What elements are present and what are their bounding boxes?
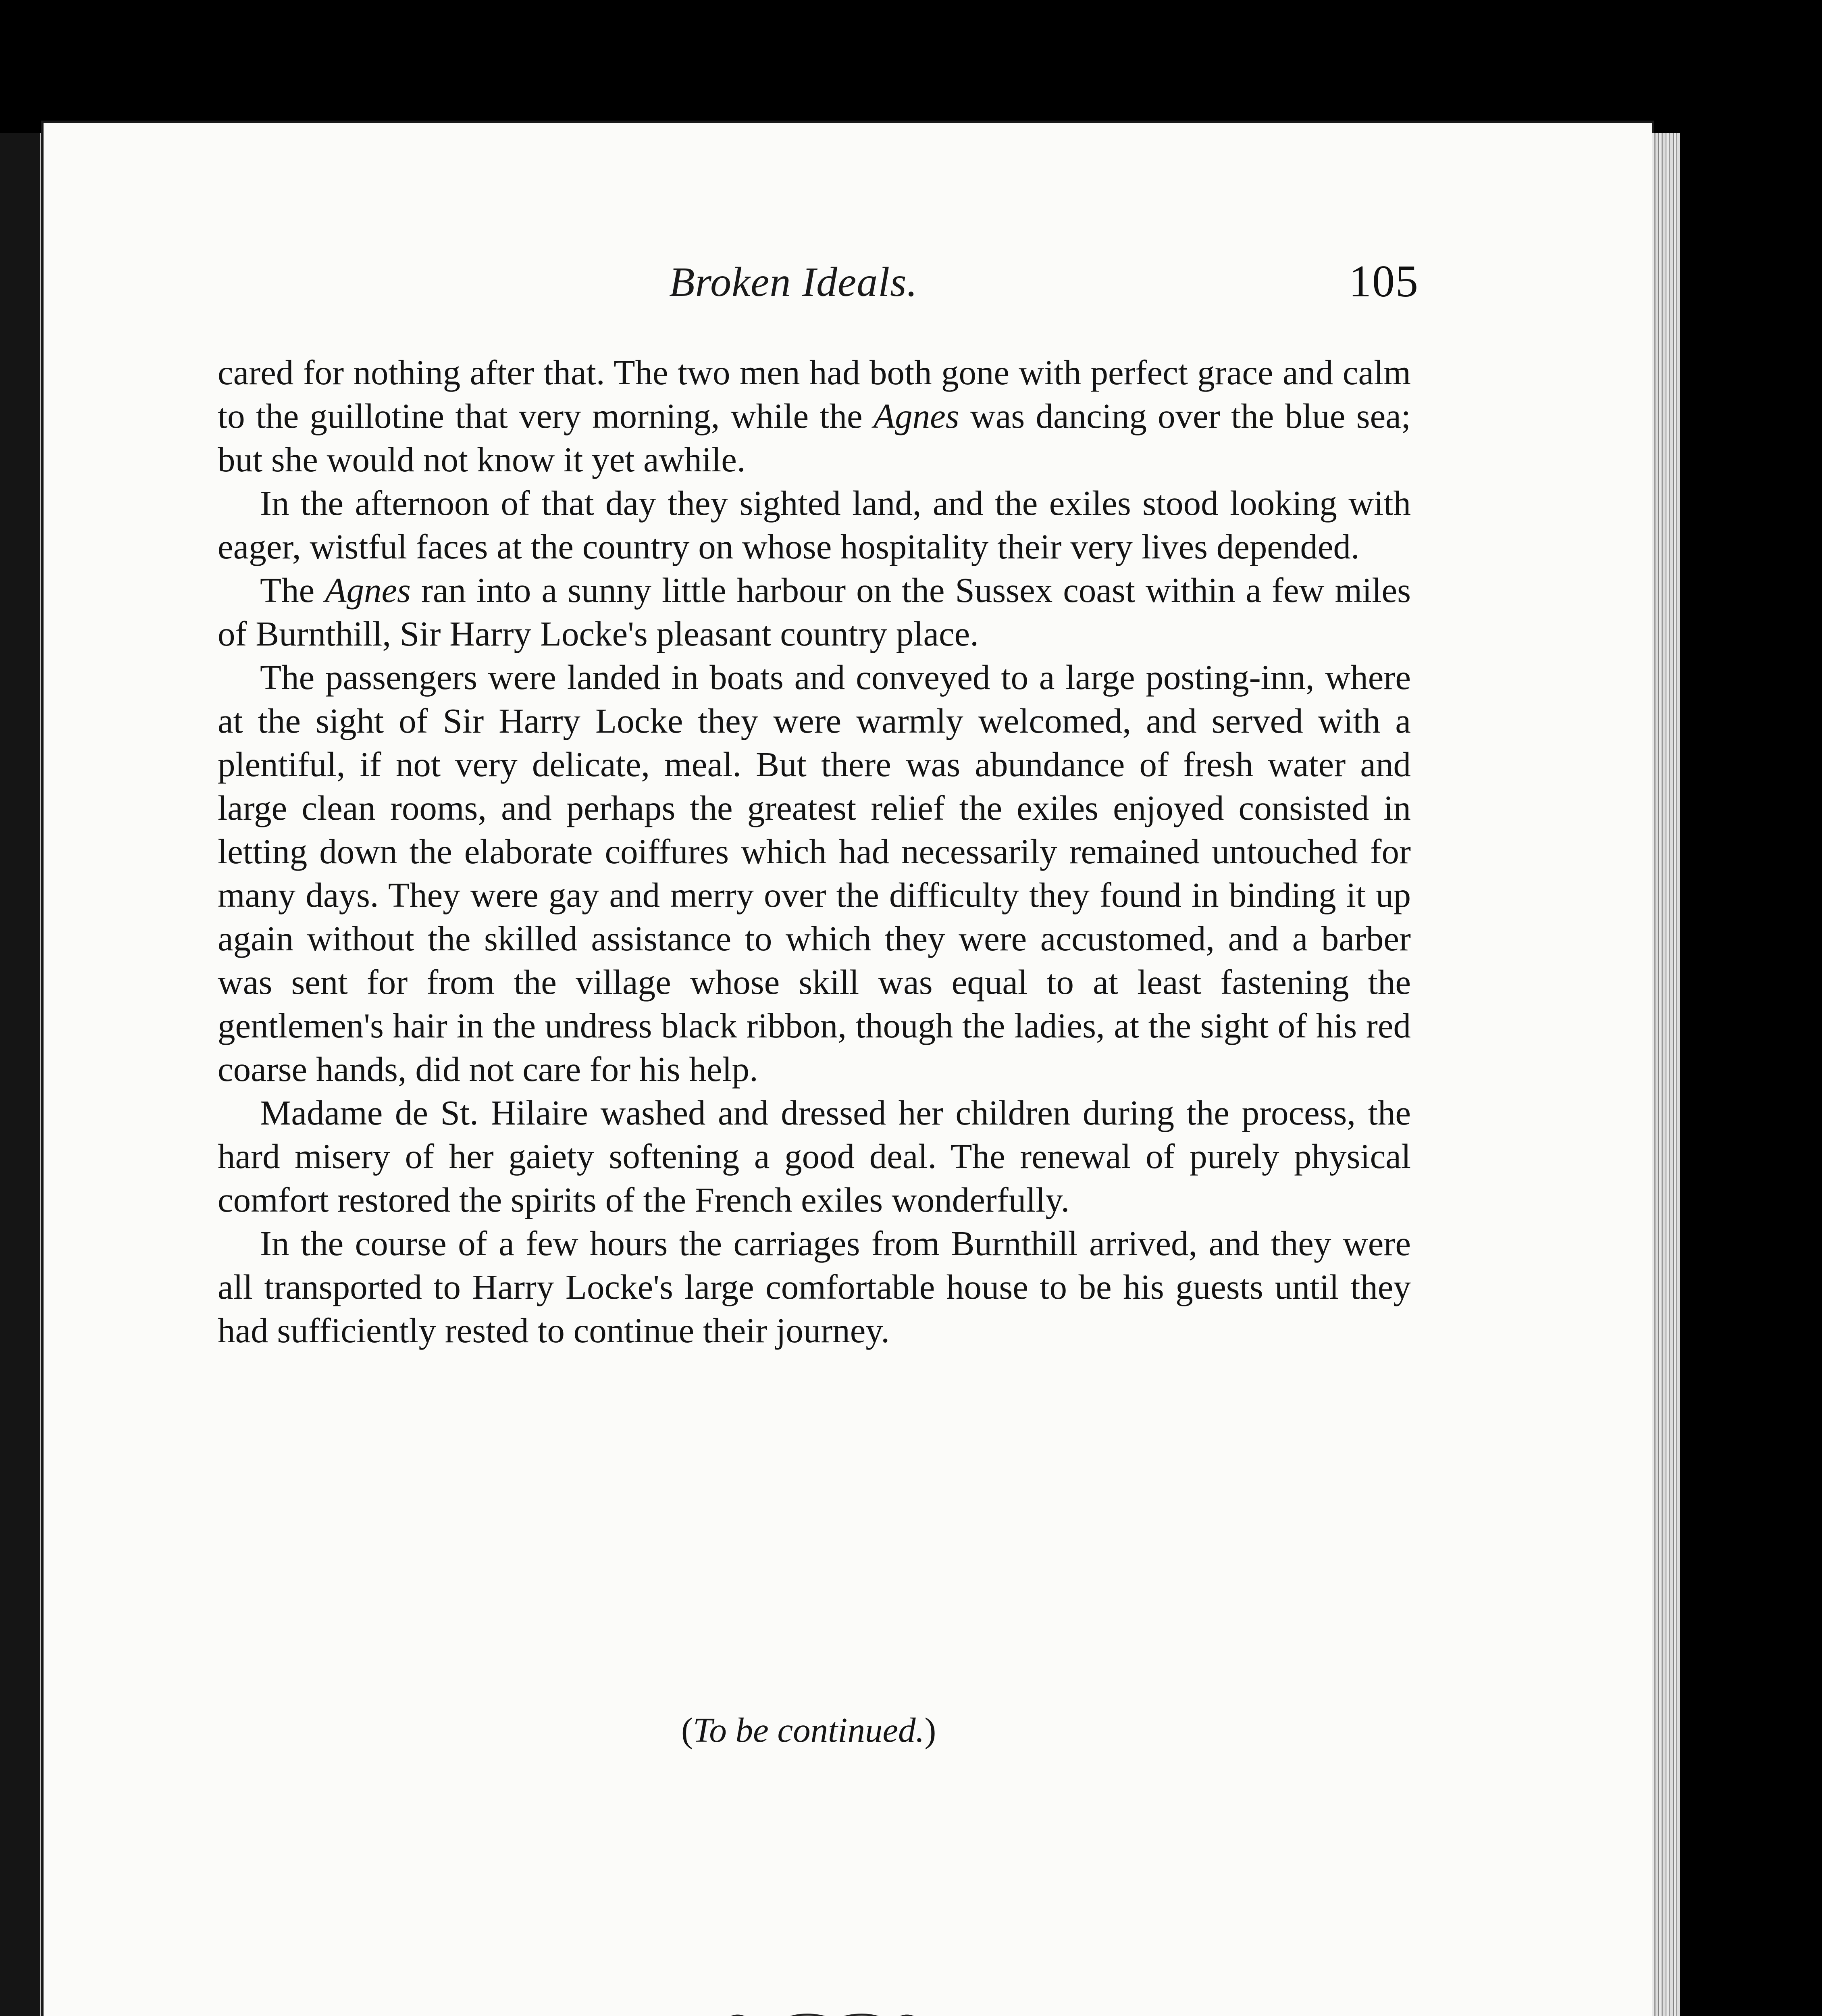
paragraph-text: In the course of a few hours the carriages from Burnthill arrived, and they were all transported to Harry Locke's large comfortable house to be his guests until they had sufficiently rested to continue their journey. [218, 1224, 1411, 1350]
scroll-ornament-icon [484, 2006, 1185, 2016]
running-title: Broken Ideals. [669, 259, 918, 305]
page-header [669, 258, 1419, 319]
paragraph [218, 351, 1411, 481]
continued-text: To be continued. [693, 1710, 925, 1749]
page-stack-edge [1652, 133, 1680, 2016]
ship-name: Agnes [873, 396, 959, 435]
paragraph-text: ran into a sunny little harbour on the Sussex coast within a few miles of Burnthill, Sir Harry Locke's pleasant country place. [218, 571, 1411, 653]
paragraph [218, 481, 1411, 569]
page-number: 105 [1349, 256, 1419, 306]
paragraph-text: The passengers were landed in boats and conveyed to a large posting-inn, where at the sight of Sir Harry Locke they were warmly welcomed, and served with a plentiful, if not very delicate, meal. But there was abundance of fresh water and large clean rooms, and perhaps the greatest relief the exiles enjoyed consisted in letting down the elaborate coiffures which had necessarily remained untouched for many days. They were gay and merry over the difficulty they found in binding it up again without the skilled assistance to which they were accustomed, and a barber was sent for from the village whose skill was equal to at least fastening the gentlemen's hair in the undress black ribbon, though the ladies, at the sight of his red coarse hands, did not care for his help. [218, 658, 1411, 1089]
to-be-continued [681, 1710, 936, 1750]
paragraph-text: The [260, 571, 325, 610]
paragraph-text: was dancing over the blue sea; but she would not know it yet awhile. [218, 396, 1411, 479]
continued-open-paren: ( [681, 1710, 693, 1749]
paragraph-text: In the afternoon of that day they sighted land, and the exiles stood looking with eager, wistful faces at the country on whose hospitality their very lives depended. [218, 483, 1411, 566]
adjacent-page-edge [0, 133, 44, 2016]
paragraph [218, 656, 1411, 1091]
paragraph [218, 1091, 1411, 1222]
body-text [218, 351, 1411, 1352]
continued-close-paren: ) [924, 1710, 936, 1749]
paragraph [218, 1222, 1411, 1352]
ship-name: Agnes [325, 571, 411, 610]
paragraph-text: cared for nothing after that. The two men had both gone with perfect grace and calm to the guillotine that very morning, while the [218, 353, 1411, 435]
paragraph-text: Madame de St. Hilaire washed and dressed her children during the process, the hard misery of her gaiety softening a good deal. The renewal of purely physical comfort restored the spirits of the French exiles wonderfully. [218, 1093, 1411, 1219]
paragraph [218, 569, 1411, 656]
